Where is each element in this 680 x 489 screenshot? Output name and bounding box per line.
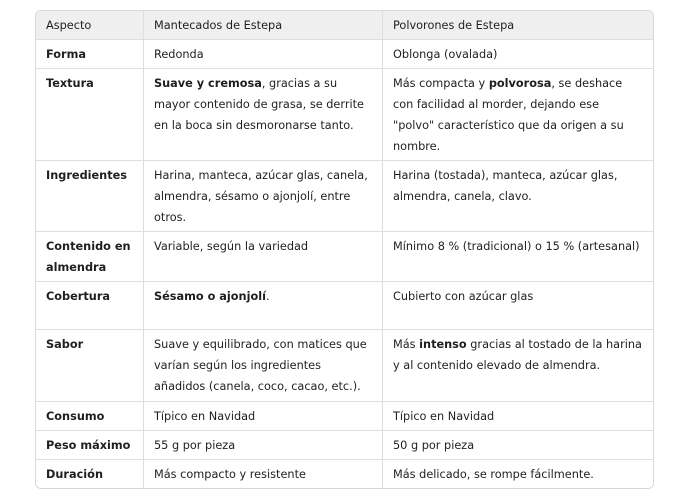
mantecados-cell — [144, 460, 383, 488]
mantecados-cell — [144, 40, 383, 69]
table-row — [36, 161, 653, 232]
cell-text: Suave y equilibrado, con matices que varían según los ingredientes añadidos (canela, coco, cacao, etc.). — [154, 338, 367, 393]
polvorones-cell — [383, 330, 653, 402]
cell-text: 55 g por pieza — [154, 439, 236, 452]
polvorones-cell — [383, 402, 653, 431]
aspect-cell: Consumo — [36, 402, 144, 431]
header-aspecto: Aspecto — [36, 11, 144, 40]
polvorones-cell — [383, 40, 653, 69]
header-polvorones: Polvorones de Estepa — [383, 11, 653, 40]
table-row — [36, 69, 653, 161]
polvorones-cell — [383, 69, 653, 161]
table-row — [36, 232, 653, 282]
aspect-cell: Sabor — [36, 330, 144, 402]
polvorones-cell — [383, 282, 653, 330]
aspect-cell: Contenido en almendra — [36, 232, 144, 282]
header-mantecados: Mantecados de Estepa — [144, 11, 383, 40]
cell-text: Harina (tostada), manteca, azúcar glas, almendra, canela, clavo. — [393, 169, 618, 203]
cell-text: , gracias a su mayor contenido de grasa, se derrite en la boca sin desmoronarse tanto. — [154, 77, 364, 132]
cell-text: Cubierto con azúcar glas — [393, 290, 534, 303]
cell-text: Mínimo 8 % (tradicional) o 15 % (artesanal) — [393, 240, 640, 253]
cell-text: . — [265, 290, 270, 303]
bold-text: intenso — [419, 338, 467, 351]
table-row — [36, 40, 653, 69]
mantecados-cell — [144, 232, 383, 282]
cell-text: Típico en Navidad — [154, 410, 256, 423]
polvorones-cell — [383, 460, 653, 488]
cell-text: Más delicado, se rompe fácilmente. — [393, 468, 594, 481]
cell-text: Variable, según la variedad — [154, 240, 309, 253]
polvorones-cell — [383, 161, 653, 232]
bold-text: Suave y cremosa — [154, 77, 262, 90]
cell-text: Más compacta y — [393, 77, 489, 90]
cell-text: gracias al tostado de la harina y al contenido elevado de almendra. — [393, 338, 642, 372]
table-row — [36, 431, 653, 460]
aspect-cell: Textura — [36, 69, 144, 161]
aspect-cell: Peso máximo — [36, 431, 144, 460]
polvorones-cell — [383, 431, 653, 460]
cell-text: , se deshace con facilidad al morder, dejando ese "polvo" característico que da origen a su nombre. — [393, 77, 624, 153]
table-row — [36, 402, 653, 431]
cell-text: Más — [393, 338, 420, 351]
cell-text: Más compacto y resistente — [154, 468, 306, 481]
cell-text: Oblonga (ovalada) — [393, 48, 498, 61]
aspect-cell: Cobertura — [36, 282, 144, 330]
bold-text: polvorosa — [488, 77, 552, 90]
aspect-cell: Duración — [36, 460, 144, 488]
bold-text: Sésamo o ajonjolí — [154, 290, 266, 303]
aspect-cell: Forma — [36, 40, 144, 69]
mantecados-cell — [144, 402, 383, 431]
mantecados-cell — [144, 161, 383, 232]
polvorones-cell — [383, 232, 653, 282]
mantecados-cell — [144, 69, 383, 161]
cell-text: Harina, manteca, azúcar glas, canela, almendra, sésamo o ajonjolí, entre otros. — [154, 169, 368, 224]
header-row — [36, 11, 653, 40]
mantecados-cell — [144, 431, 383, 460]
table-row — [36, 460, 653, 488]
mantecados-cell — [144, 282, 383, 330]
aspect-cell: Ingredientes — [36, 161, 144, 232]
comparison-table — [35, 10, 654, 489]
cell-text: Típico en Navidad — [393, 410, 495, 423]
table-row — [36, 282, 653, 330]
cell-text: Redonda — [154, 48, 204, 61]
table-row — [36, 330, 653, 402]
cell-text: 50 g por pieza — [393, 439, 475, 452]
mantecados-cell — [144, 330, 383, 402]
